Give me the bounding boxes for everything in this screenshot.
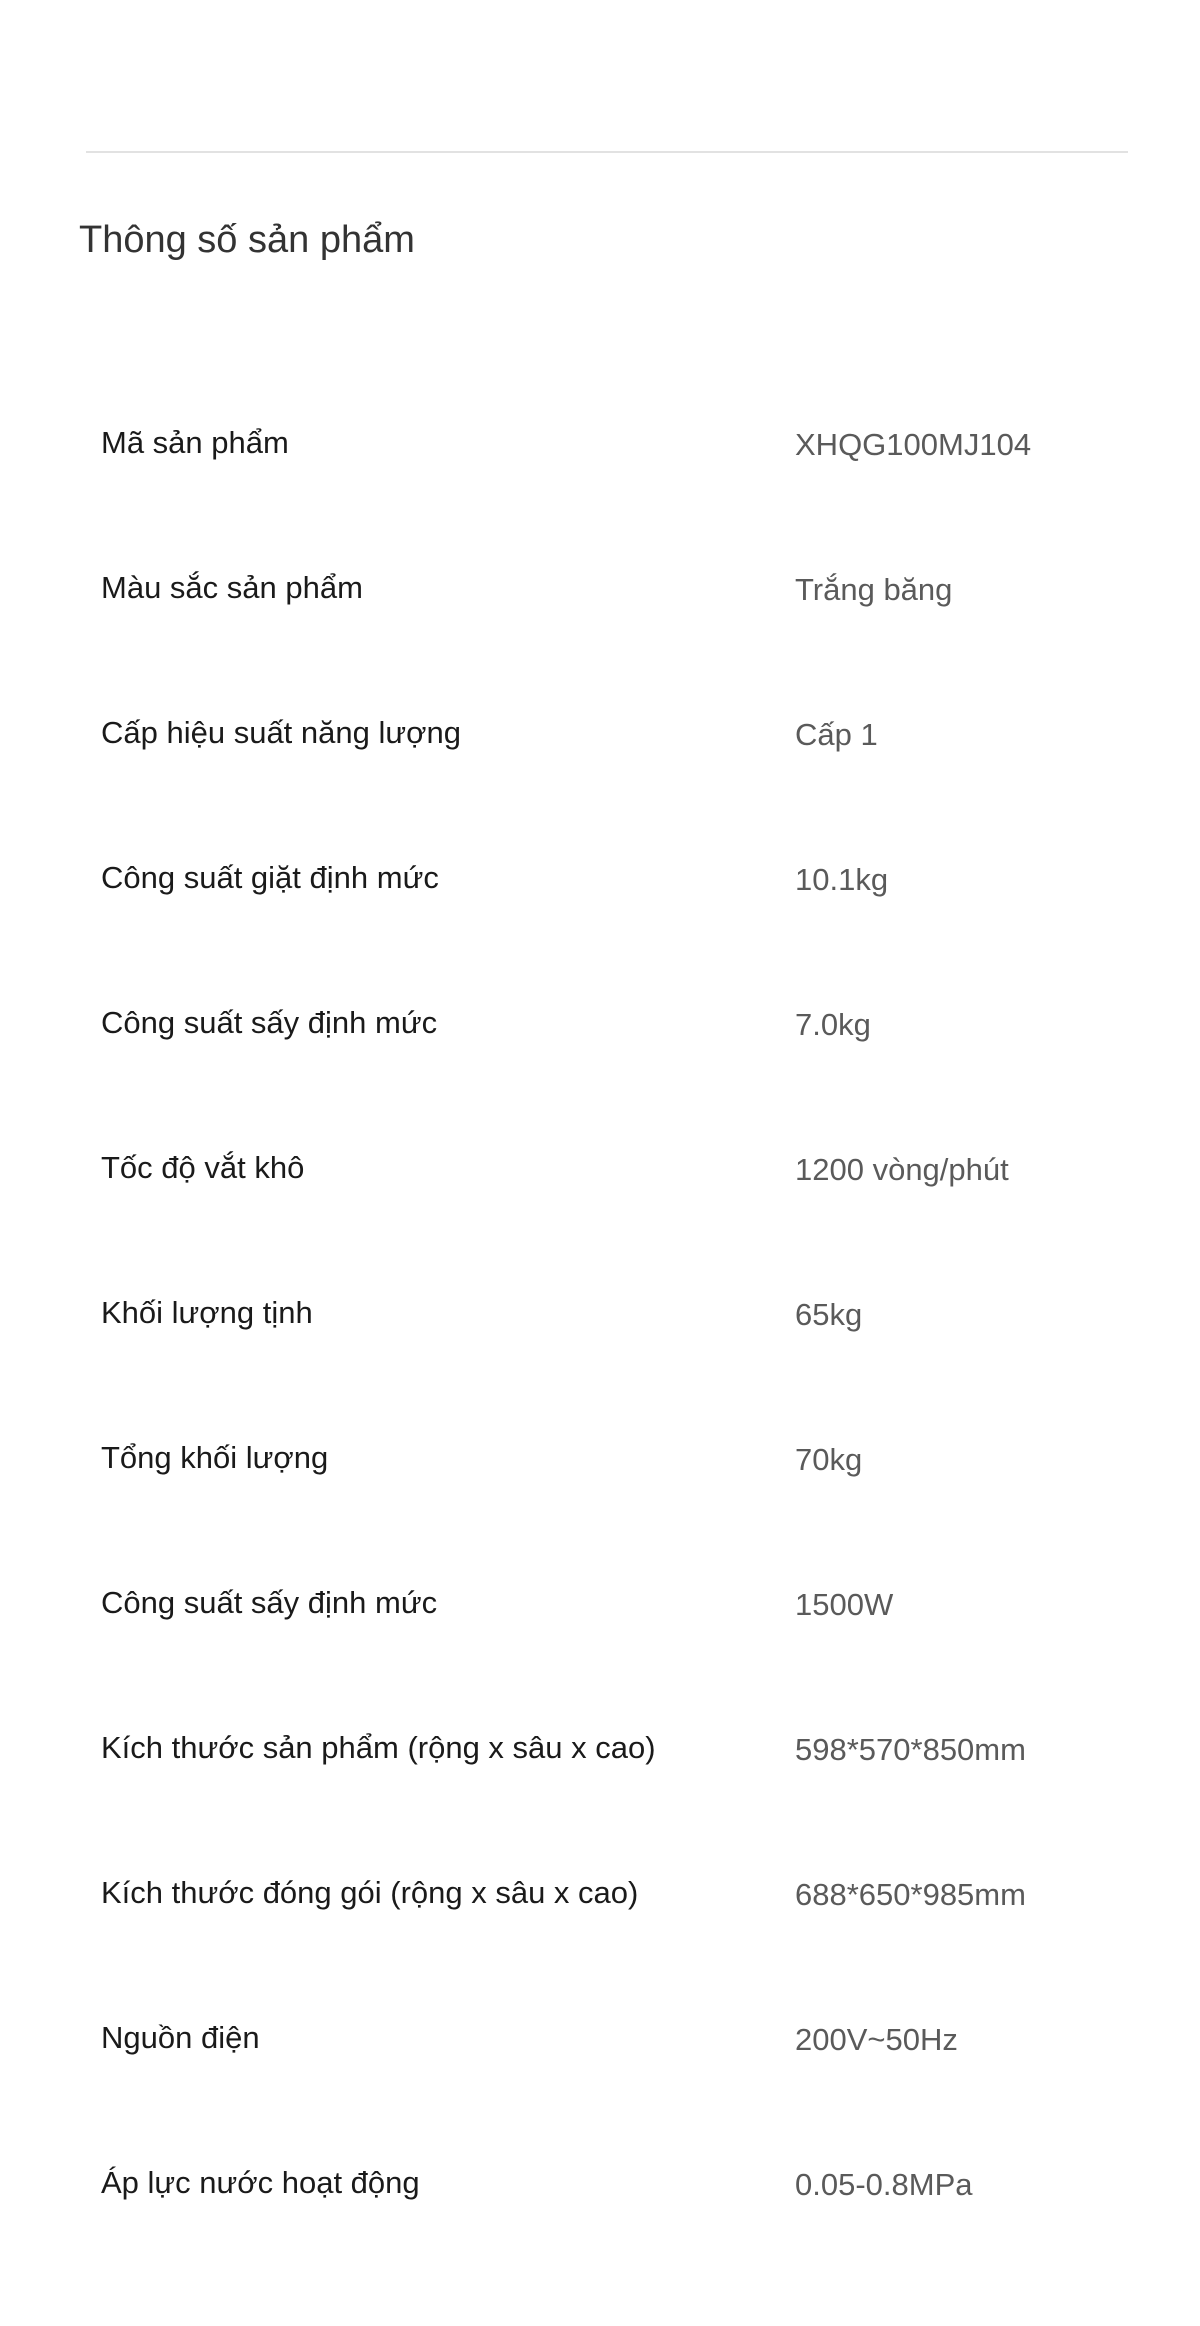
top-divider xyxy=(86,151,1128,153)
spec-label: Kích thước sản phẩm (rộng x sâu x cao) xyxy=(101,1730,656,1765)
spec-row-color xyxy=(0,568,1200,713)
spec-row-power-supply xyxy=(0,2018,1200,2163)
spec-value: 65kg xyxy=(795,1297,863,1332)
spec-label: Màu sắc sản phẩm xyxy=(101,570,363,605)
spec-label: Công suất sấy định mức xyxy=(101,1585,438,1620)
spec-label: Cấp hiệu suất năng lượng xyxy=(101,715,461,750)
spec-row-product-code xyxy=(0,423,1200,568)
spec-value: 70kg xyxy=(795,1442,863,1477)
spec-label: Áp lực nước hoạt động xyxy=(101,2165,420,2200)
spec-label: Tốc độ vắt khô xyxy=(101,1150,305,1185)
spec-row-energy-class xyxy=(0,713,1200,858)
spec-value: Cấp 1 xyxy=(795,717,878,752)
spec-value: XHQG100MJ104 xyxy=(795,427,1032,462)
spec-row-wash-capacity xyxy=(0,858,1200,1003)
spec-label: Mã sản phẩm xyxy=(101,425,289,460)
spec-value: 688*650*985mm xyxy=(795,1877,1026,1912)
spec-label: Công suất sấy định mức xyxy=(101,1005,438,1040)
spec-label: Nguồn điện xyxy=(101,2020,260,2055)
spec-row-dry-capacity xyxy=(0,1003,1200,1148)
spec-row-water-pressure xyxy=(0,2163,1200,2308)
spec-label: Tổng khối lượng xyxy=(101,1440,329,1475)
spec-value: 1500W xyxy=(795,1587,894,1622)
spec-row-spin-speed xyxy=(0,1148,1200,1293)
spec-label: Kích thước đóng gói (rộng x sâu x cao) xyxy=(101,1875,639,1910)
spec-value: 0.05-0.8MPa xyxy=(795,2167,973,2202)
spec-row-product-dimensions xyxy=(0,1728,1200,1873)
spec-label: Khối lượng tịnh xyxy=(101,1295,313,1330)
spec-label: Công suất giặt định mức xyxy=(101,860,439,895)
spec-value: Trắng băng xyxy=(795,572,953,607)
spec-value: 10.1kg xyxy=(795,862,889,897)
spec-value: 7.0kg xyxy=(795,1007,871,1042)
spec-value: 1200 vòng/phút xyxy=(795,1152,1009,1187)
spec-row-net-weight xyxy=(0,1293,1200,1438)
spec-row-package-dimensions xyxy=(0,1873,1200,2018)
spec-value: 598*570*850mm xyxy=(795,1732,1026,1767)
spec-row-dry-power xyxy=(0,1583,1200,1728)
section-title: Thông số sản phẩm xyxy=(79,219,415,261)
spec-value: 200V~50Hz xyxy=(795,2022,958,2057)
spec-row-gross-weight xyxy=(0,1438,1200,1583)
